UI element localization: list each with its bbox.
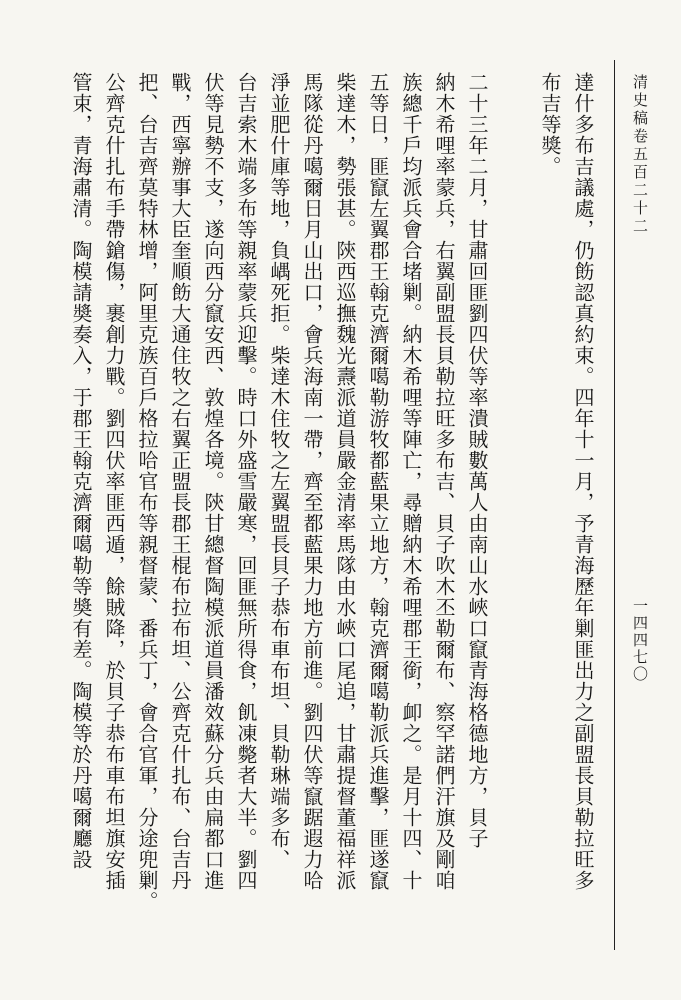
text-column: 淨並肥什庫等地，負嵎死拒。柴達木住牧之左翼盟長貝子恭布車布坦、貝勒琳端多布、 xyxy=(267,72,291,870)
text-column: 柴達木，勢張甚。陝西巡撫魏光燾派道員嚴金清率馬隊由水峽口尾追，甘肅提督董福祥派 xyxy=(333,72,357,891)
text-column: 馬隊從丹噶爾日月山出口，會兵海南一帶，齊至都藍果力地方前進。劉四伏等竄踞遐力哈 xyxy=(300,72,324,891)
text-column: 公齊克什扎布手帶鎗傷，裹創力戰。劉四伏率匪西遁，餘賊降，於貝子恭布車布坦旗安插 xyxy=(102,72,126,891)
body-text xyxy=(69,72,599,932)
text-column: 戰，西寧辦事大臣奎順飭大通住牧之右翼正盟長郡王棍布拉布坦、公齊克什扎布、台吉丹 xyxy=(168,72,192,891)
text-column: 台吉索木端多布等親率蒙兵迎擊。時口外盛雪嚴寒，回匪無所得食，飢凍斃者大半。劉四 xyxy=(234,72,258,891)
page-header: 清史稿卷五百二十二 xyxy=(631,74,649,236)
text-column: 管束，青海肅清。陶模請奬奏入，于郡王翰克濟爾噶勒等奬有差。陶模等於丹噶爾廳設 xyxy=(69,72,93,870)
text-column: 二十三年二月，甘肅回匪劉四伏等率潰賊數萬人由南山水峽口竄青海格德地方，貝子 xyxy=(465,72,489,849)
text-column: 納木希哩率蒙兵，右翼副盟長貝勒拉旺多布吉、貝子吹木丕勒爾布、察罕諾們汗旗及剛咱 xyxy=(432,72,456,891)
text-column: 伏等見勢不支，遂向西分竄安西、敦煌各境。陝甘總督陶模派道員潘效蘇分兵由扁都口進 xyxy=(201,72,225,891)
header-rule xyxy=(614,60,615,950)
text-column: 族總千戶均派兵會合堵剿。納木希哩等陣亡，尋贈納木希哩郡王銜，卹之。是月十四、十 xyxy=(399,72,423,891)
text-column: 達什多布吉議處，仍飭認真約束。四年十一月，予青海歷年剿匪出力之副盟長貝勒拉旺多 xyxy=(571,72,595,891)
text-column: 五等日，匪竄左翼郡王翰克濟爾噶勒游牧都藍果立地方，翰克濟爾噶勒派兵進擊，匪遂竄 xyxy=(366,72,390,891)
text-column: 布吉等獎。 xyxy=(538,72,562,177)
text-column: 把、台吉齊莫特林增，阿里克族百戶格拉哈官布等親督蒙、番兵丁，會合官軍，分途兜剿。 xyxy=(135,72,159,912)
page-number: 一四四七〇 xyxy=(631,598,649,683)
